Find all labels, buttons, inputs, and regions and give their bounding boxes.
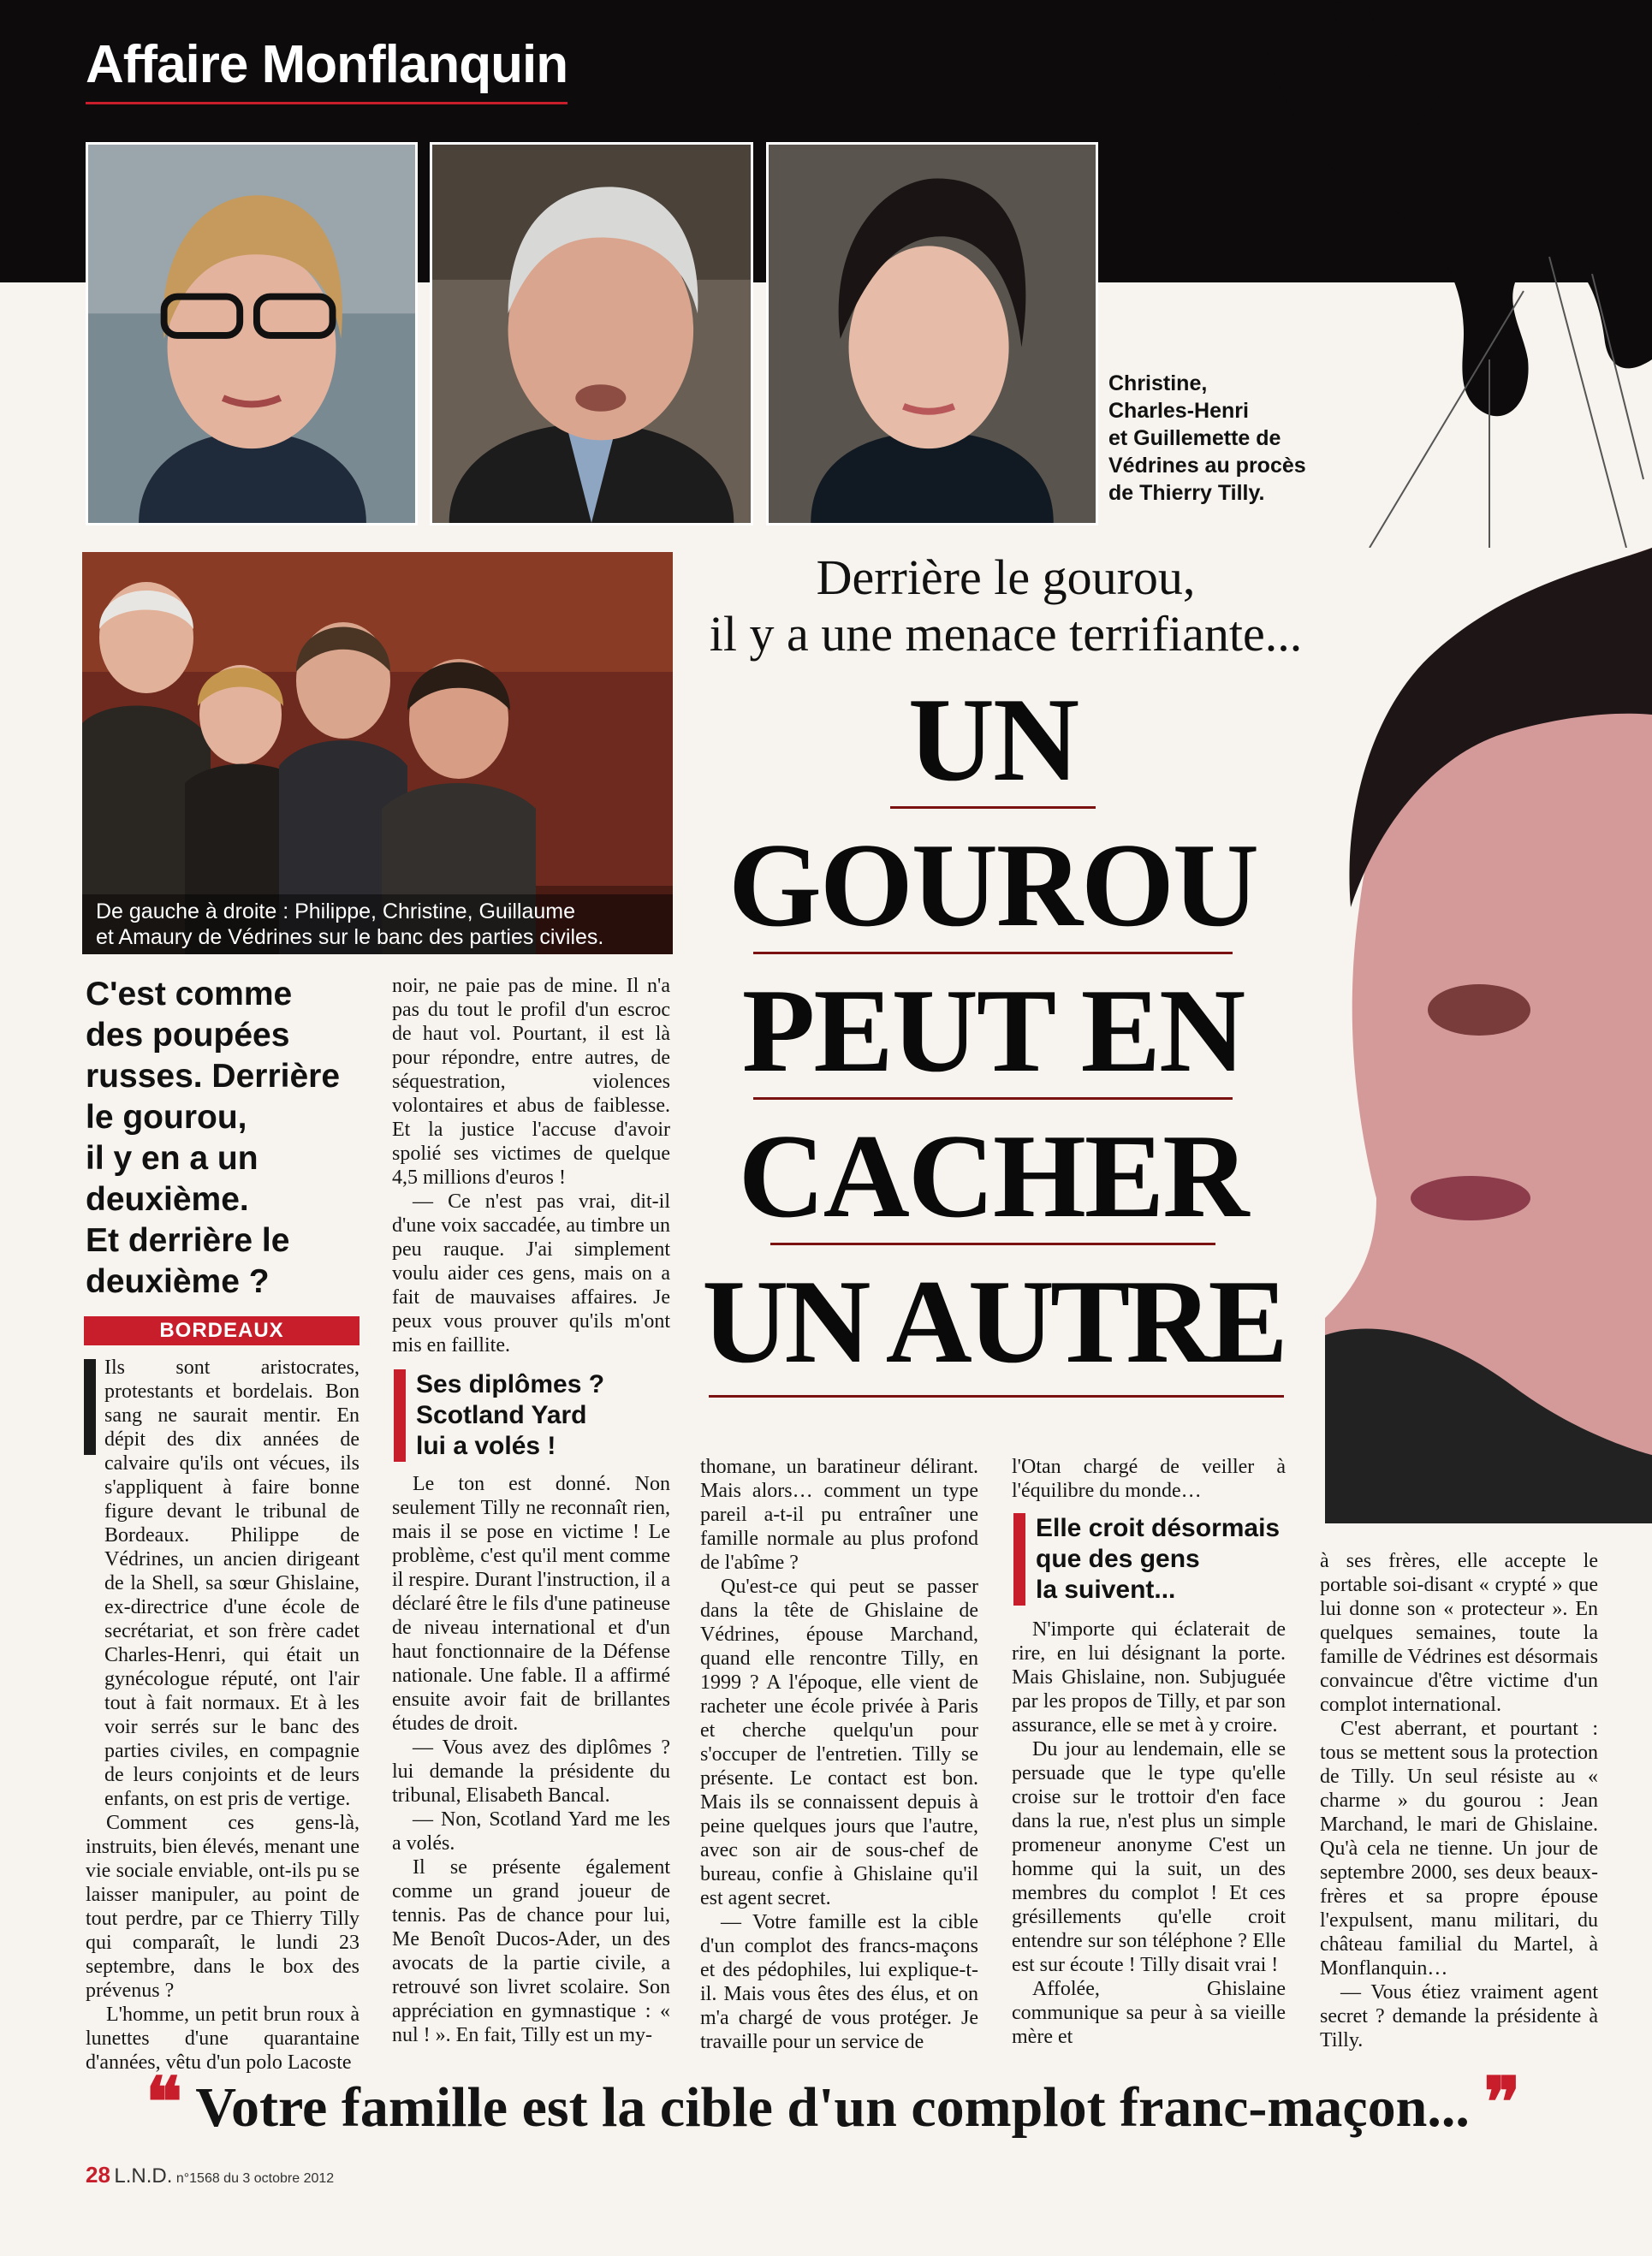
lead-line: le gourou,	[86, 1099, 247, 1136]
caption-line: De gauche à droite : Philippe, Christine, Guillaume	[96, 899, 576, 923]
article-column-2	[392, 974, 670, 1357]
kicker-line: Derrière le gourou,	[816, 549, 1196, 605]
body-paragraph: — Ce n'est pas vrai, dit-il d'une voix saccadée, au timbre un peu rauque. J'ai simplement voulu aider ces gens, mais on a fait de mauvaises affaires. Je peux vous prouver qu'ils m'ont mis en faillite.	[392, 1190, 670, 1357]
body-paragraph: — Vous étiez vraiment agent secret ? demande la présidente à Tilly.	[1320, 1981, 1598, 2051]
subheading-diplomas	[394, 1369, 673, 1462]
headline-rule	[770, 1243, 1215, 1245]
body-paragraph: Le ton est donné. Non seulement Tilly ne reconnaît rien, mais il se pose en victime ! Le problème, c'est qu'il ment comme il respire. Durant l'instruction, il a déclaré être le fils d'une patineuse de niveau international et d'un haut fonctionnaire de la Défense nationale. Une fable. Il a affirmé ensuite avoir fait de brillantes études de droit.	[392, 1473, 670, 1735]
body-paragraph: Affolée, Ghislaine communique sa peur à sa vieille mère et	[1012, 1978, 1286, 2048]
lead-line: C'est comme	[86, 976, 293, 1012]
issue-date: n°1568 du 3 octobre 2012	[175, 2171, 335, 2186]
body-paragraph: Du jour au lendemain, elle se persuade que le type qu'elle croise sur le trottoir d'en face dans la rue, n'est plus un simple promeneur anonyme C'est un homme qui la suit, un des membres du complot ! Et ces grésillements qu'elle croit entendre sur son téléphone ? Elle est sur écoute ! Tilly disait vrai !	[1012, 1738, 1286, 1976]
body-paragraph: thomane, un baratineur délirant. Mais alors… comment un type pareil a-t-il pu entraîner une famille normale au plus profond de l'abîme ?	[700, 1456, 978, 1574]
subhead-line: Scotland Yard	[416, 1401, 587, 1429]
caption-line: et Amaury de Védrines sur le banc des parties civiles.	[96, 925, 604, 949]
photo-caption-group	[96, 899, 661, 950]
section-rubric: Affaire Monflanquin	[86, 34, 568, 104]
body-paragraph: à ses frères, elle accepte le portable soi-disant « crypté » que lui donne son « protecteur ». En quelques semaines, toute la famille de Védrines est désormais convaincue d'être victime d'un complot international.	[1320, 1550, 1598, 1716]
photo-christine	[86, 142, 418, 525]
lead-line: des poupées	[86, 1017, 290, 1054]
pull-quote	[146, 2066, 1549, 2142]
body-paragraph: Ils sont aristocrates, protestants et bordelais. Bon sang ne saurait mentir. En dépit des dix années de calvaire qu'ils ont vécues, ils s'appliquent à faire bonne figure devant le tribunal de Bordeaux. Philippe de Védrines, un ancien dirigeant de la Shell, sa sœur Ghislaine, ex-directrice d'une école de secrétariat, et son frère cadet Charles-Henri, qui était un gynécologue réputé, ont l'air tout à fait normaux. Et à les voir serrés sur le banc des parties civiles, en compagnie de leurs conjoints et de leurs enfants, on est pris de vertige.	[104, 1357, 360, 1810]
body-paragraph: Il se présente également comme un grand joueur de tennis. Pas de chance pour lui, Me Benoît Ducos-Ader, un des avocats de la partie civile, a retrouvé son livret scolaire. Son appréciation en gymnastique : « nul ! ». En fait, Tilly est un my-	[392, 1856, 670, 2046]
body-paragraph: noir, ne paie pas de mine. Il n'a pas du tout le profil d'un escroc de haut vol. Pourtant, il est là pour répondre, entre autres, de séquestration, violences volontaires et abus de faiblesse. Et la justice l'accuse d'avoir spolié ses victimes de quelque 4,5 millions d'euros !	[392, 975, 670, 1189]
subhead-line: lui a volés !	[416, 1432, 556, 1460]
headline-kicker	[651, 549, 1361, 662]
photo-guillemette	[766, 142, 1098, 525]
caption-line: Christine,	[1108, 371, 1208, 395]
body-paragraph: l'Otan chargé de veiller à l'équilibre du monde…	[1012, 1456, 1286, 1502]
page-folio	[86, 2162, 334, 2188]
article-column-1	[86, 1356, 360, 2075]
headline-rule	[709, 1395, 1284, 1398]
subhead-line: la suivent...	[1036, 1576, 1176, 1604]
lead-line: Et derrière le	[86, 1222, 290, 1259]
subhead-line: Ses diplômes ?	[416, 1370, 605, 1398]
lead-line: russes. Derrière	[86, 1058, 341, 1095]
subhead-line: Elle croit désormais	[1036, 1514, 1281, 1542]
caption-line: de Thierry Tilly.	[1108, 481, 1265, 505]
caption-line: Védrines au procès	[1108, 454, 1306, 478]
subheading-followed	[1013, 1513, 1292, 1606]
magazine-name: L.N.D.	[114, 2164, 173, 2188]
puppeteer-hand-icon	[1267, 0, 1652, 616]
lead-paragraph	[86, 974, 377, 1303]
body-paragraph: N'importe qui éclaterait de rire, en lui désignant la porte. Mais Ghislaine, non. Subjuguée par les propos de Tilly, et par son assurance, elle se met à y croire.	[1012, 1618, 1286, 1737]
article-column-4	[1012, 1455, 1286, 1503]
headline-line: PEUT EN	[741, 965, 1245, 1097]
article-column-5	[1320, 1549, 1598, 2052]
headline-rule	[753, 952, 1233, 954]
headline-rule	[890, 806, 1096, 809]
body-paragraph: — Non, Scotland Yard me les a volés.	[392, 1808, 670, 1855]
body-paragraph: Comment ces gens-là, instruits, bien élevés, menant une vie sociale enviable, ont-ils pu se laisser manipuler, au point de tout perdre, par ce Thierry Tilly qui comparaît, le lundi 23 septembre, dans le box des prévenus ?	[86, 1812, 360, 2002]
open-quote-icon: ❝	[146, 2066, 183, 2141]
photo-caption-top	[1108, 370, 1365, 507]
location-tag: BORDEAUX	[84, 1316, 360, 1345]
body-paragraph: L'homme, un petit brun roux à lunettes d'une quarantaine d'années, vêtu d'un polo Lacoste	[86, 2004, 360, 2074]
headline-line: GOUROU	[728, 819, 1257, 952]
subhead-line: que des gens	[1036, 1545, 1200, 1573]
close-quote-icon: ❞	[1483, 2066, 1521, 2141]
lead-line: deuxième.	[86, 1181, 249, 1218]
caption-line: et Guillemette de	[1108, 426, 1281, 450]
photo-thierry-tilly	[1325, 548, 1652, 1523]
caption-line: Charles-Henri	[1108, 399, 1249, 423]
lead-line: deuxième ?	[86, 1263, 270, 1300]
body-paragraph: — Votre famille est la cible d'un complot des francs-maçons et des pédophiles, lui explique-t-il. Mais vous êtes des élus, et on m'a chargé de vous protéger. Je travaille pour un service de	[700, 1911, 978, 2053]
photo-charles-henri	[430, 142, 753, 525]
body-paragraph: — Vous avez des diplômes ? lui demande la présidente du tribunal, Elisabeth Bancal.	[392, 1737, 670, 1807]
kicker-line: il y a une menace terrifiante...	[709, 606, 1303, 662]
body-paragraph: C'est aberrant, et pourtant : tous se mettent sous la protection de Tilly. Un seul résiste au « charme » du gourou : Jean Marchand, le mari de Ghislaine. Qu'à cela ne tienne. Un jour de septembre 2000, ses deux beaux-frères et sa propre épouse l'expulsent, manu militari, du château familial du Martel, à Monflanquin…	[1320, 1718, 1598, 1980]
headline-line: UN AUTRE	[702, 1256, 1284, 1388]
article-column-2b	[392, 1472, 670, 2047]
lead-line: il y en a un	[86, 1140, 258, 1177]
headline-line: UN	[907, 674, 1079, 806]
pull-quote-text: Votre famille est la cible d'un complot franc-maçon...	[195, 2076, 1470, 2139]
headline-line: CACHER	[738, 1110, 1248, 1243]
article-column-3	[700, 1455, 978, 2054]
headline-rule	[753, 1097, 1233, 1100]
body-paragraph: Qu'est-ce qui peut se passer dans la tête de Ghislaine de Védrines, épouse Marchand, quand elle rencontre Tilly, en 1999 ? A l'époque, elle vient de racheter une école privée à Paris et cherche quelqu'un pour s'occuper de l'entretien. Tilly se présente. Le contact est bon. Mais ils se connaissent depuis à peine quelques jours que l'autre, avec son air de sous-chef de bureau, confie à Ghislaine qu'il est agent secret.	[700, 1576, 978, 1909]
photo-family-bench	[82, 552, 673, 954]
article-column-4b	[1012, 1618, 1286, 2049]
page-number: 28	[86, 2162, 110, 2188]
